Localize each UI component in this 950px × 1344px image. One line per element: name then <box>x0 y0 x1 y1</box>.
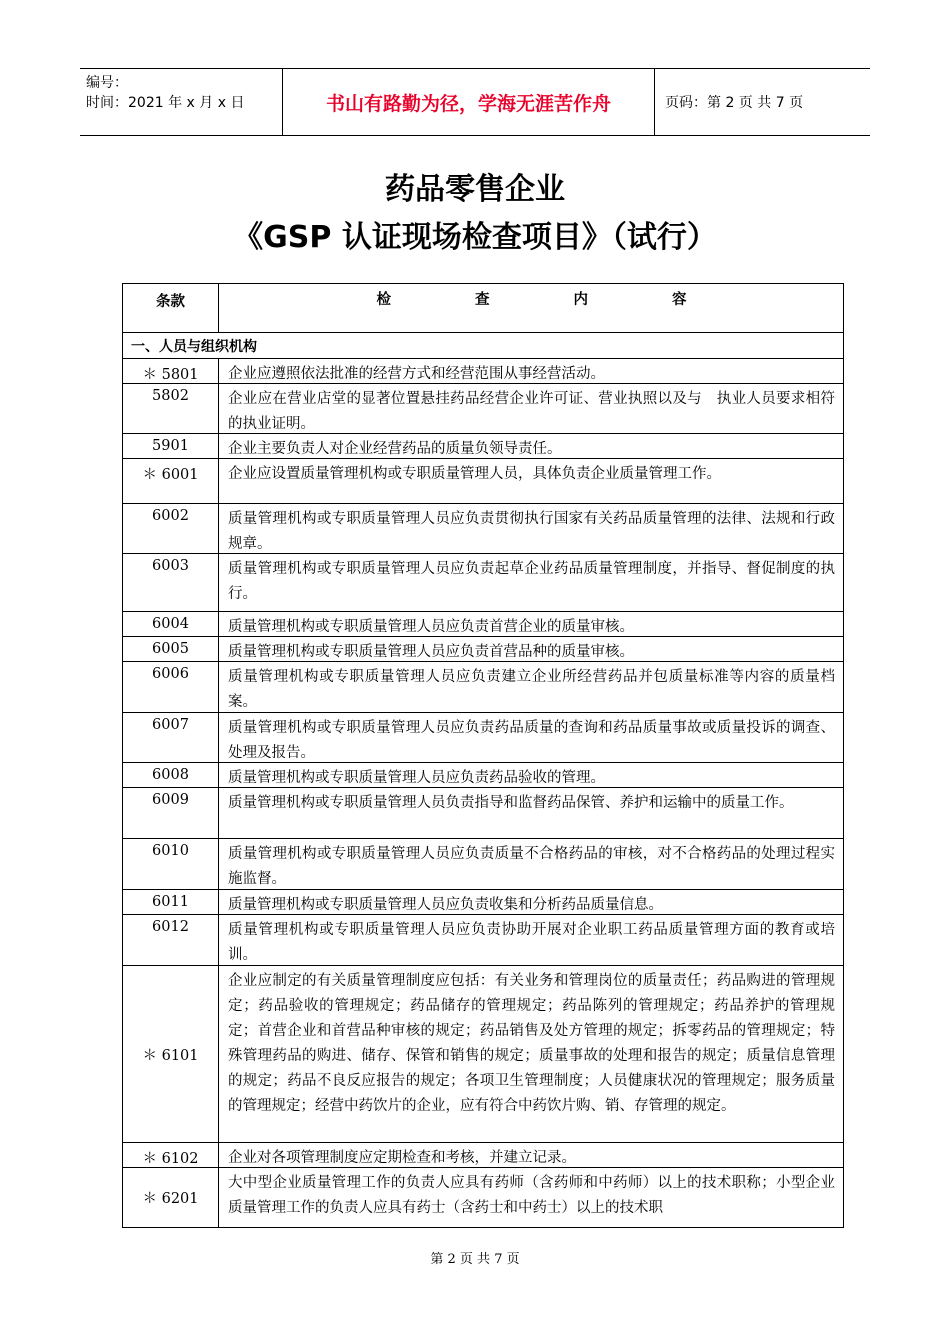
table-row <box>123 612 843 637</box>
clause-code: 6003 <box>123 554 219 611</box>
clause-code: 6008 <box>123 763 219 787</box>
clause-code: 6002 <box>123 504 219 553</box>
header-page: 页码：第 2 页 共 7 页 <box>665 95 804 111</box>
clause-text: 质量管理机构或专职质量管理人员应负责质量不合格药品的审核，对不合格药品的处理过程实施监督。 <box>228 846 835 887</box>
clause-code: 5901 <box>123 434 219 458</box>
clause-text: 质量管理机构或专职质量管理人员应负责药品验收的管理。 <box>228 770 605 786</box>
col-header-char: 查 <box>475 292 490 308</box>
table-row <box>123 554 843 612</box>
table-row <box>123 359 843 384</box>
clause-text: 企业应设置质量管理机构或专职质量管理人员，具体负责企业质量管理工作。 <box>228 466 721 482</box>
table-row <box>123 839 843 890</box>
clause-code: 5802 <box>123 384 219 433</box>
clause-code: ＊ 6101 <box>123 966 219 1142</box>
col-header-clause: 条款 <box>123 284 219 332</box>
clause-code: 6009 <box>123 788 219 838</box>
header-number: 编号： <box>86 75 128 91</box>
clause-text: 质量管理机构或专职质量管理人员应负责建立企业所经营药品并包质量标准等内容的质量档案。 <box>228 669 835 710</box>
clause-code: 6006 <box>123 662 219 712</box>
col-header-content <box>219 284 843 332</box>
table-row <box>123 713 843 763</box>
clause-code: 6012 <box>123 915 219 965</box>
table-row <box>123 662 843 713</box>
clause-text: 质量管理机构或专职质量管理人员应负责收集和分析药品质量信息。 <box>228 897 663 913</box>
table-header-row <box>123 284 843 333</box>
col-header-char: 内 <box>573 292 588 308</box>
clause-text: 质量管理机构或专职质量管理人员应负责首营企业的质量审核。 <box>228 619 634 635</box>
clause-code: 6011 <box>123 890 219 914</box>
table-row <box>123 763 843 788</box>
clause-code: 6007 <box>123 713 219 762</box>
doc-title-line2: 《GSP 认证现场检查项目》（试行） <box>233 220 717 255</box>
clause-text: 企业应在营业店堂的显著位置悬挂药品经营企业许可证、营业执照以及与 执业人员要求相符的执业证明。 <box>228 391 835 432</box>
table-row <box>123 504 843 554</box>
section-title: 一、人员与组织机构 <box>131 339 257 355</box>
table-row <box>123 637 843 662</box>
page-footer: 第 2 页 共 7 页 <box>430 1252 520 1267</box>
doc-title-line1: 药品零售企业 <box>385 172 565 207</box>
clause-text: 质量管理机构或专职质量管理人员应负责药品质量的查询和药品质量事故或质量投诉的调查、处理及报告。 <box>228 720 835 761</box>
clause-text: 企业对各项管理制度应定期检查和考核，并建立记录。 <box>228 1150 576 1166</box>
header-time: 时间：2021 年 x 月 x 日 <box>86 95 245 111</box>
header-motto: 书山有路勤为径，学海无涯苦作舟 <box>283 69 655 135</box>
clause-text: 企业主要负责人对企业经营药品的质量负领导责任。 <box>228 441 562 457</box>
table-row <box>123 459 843 504</box>
clause-text: 质量管理机构或专职质量管理人员应负责起草企业药品质量管理制度，并指导、督促制度的执行。 <box>228 561 835 602</box>
table-row <box>123 1168 843 1228</box>
clause-code: 6005 <box>123 637 219 661</box>
clause-code: ＊ 6001 <box>123 459 219 503</box>
clause-text: 质量管理机构或专职质量管理人员应负责协助开展对企业职工药品质量管理方面的教育或培训。 <box>228 922 835 963</box>
clause-code: ＊ 5801 <box>123 359 219 383</box>
header-meta <box>80 69 283 135</box>
col-header-char: 容 <box>672 292 687 308</box>
clause-code: 6004 <box>123 612 219 636</box>
clause-text: 企业应制定的有关质量管理制度应包括：有关业务和管理岗位的质量责任；药品购进的管理规定；药品验收的管理规定；药品储存的管理规定；药品陈列的管理规定；药品养护的管理规定；首营企业和首营品种审核的规定；药品销售及处方管理的规定；拆零药品的管理规定；特殊管理药品的购进、储存、保管和销售的规定；质量事故的处理和报告的规定；质量信息管理的规定；药品不良反应报告的规定；各项卫生管理制度；人员健康状况的管理规定；服务质量的管理规定；经营中药饮片的企业，应有符合中药饮片购、销、存管理的规定。 <box>228 973 835 1114</box>
clause-code: ＊ 6201 <box>123 1168 219 1227</box>
clause-code: 6010 <box>123 839 219 889</box>
col-header-char: 检 <box>376 292 391 308</box>
clause-text: 质量管理机构或专职质量管理人员负责指导和监督药品保管、养护和运输中的质量工作。 <box>228 795 794 811</box>
table-row <box>123 788 843 839</box>
table-row <box>123 384 843 434</box>
clause-text: 大中型企业质量管理工作的负责人应具有药师（含药师和中药师）以上的技术职称；小型企业质量管理工作的负责人应具有药士（含药士和中药士）以上的技术职 <box>228 1175 835 1216</box>
document-header <box>80 68 870 136</box>
table-row <box>123 915 843 966</box>
clause-text: 企业应遵照依法批准的经营方式和经营范围从事经营活动。 <box>228 366 605 382</box>
clause-text: 质量管理机构或专职质量管理人员应负责贯彻执行国家有关药品质量管理的法律、法规和行政规章。 <box>228 511 835 552</box>
inspection-table <box>122 283 844 1228</box>
clause-code: ＊ 6102 <box>123 1143 219 1167</box>
table-row <box>123 966 843 1143</box>
table-row <box>123 434 843 459</box>
section-row <box>123 333 843 359</box>
clause-text: 质量管理机构或专职质量管理人员应负责首营品种的质量审核。 <box>228 644 634 660</box>
table-row <box>123 890 843 915</box>
table-row <box>123 1143 843 1168</box>
